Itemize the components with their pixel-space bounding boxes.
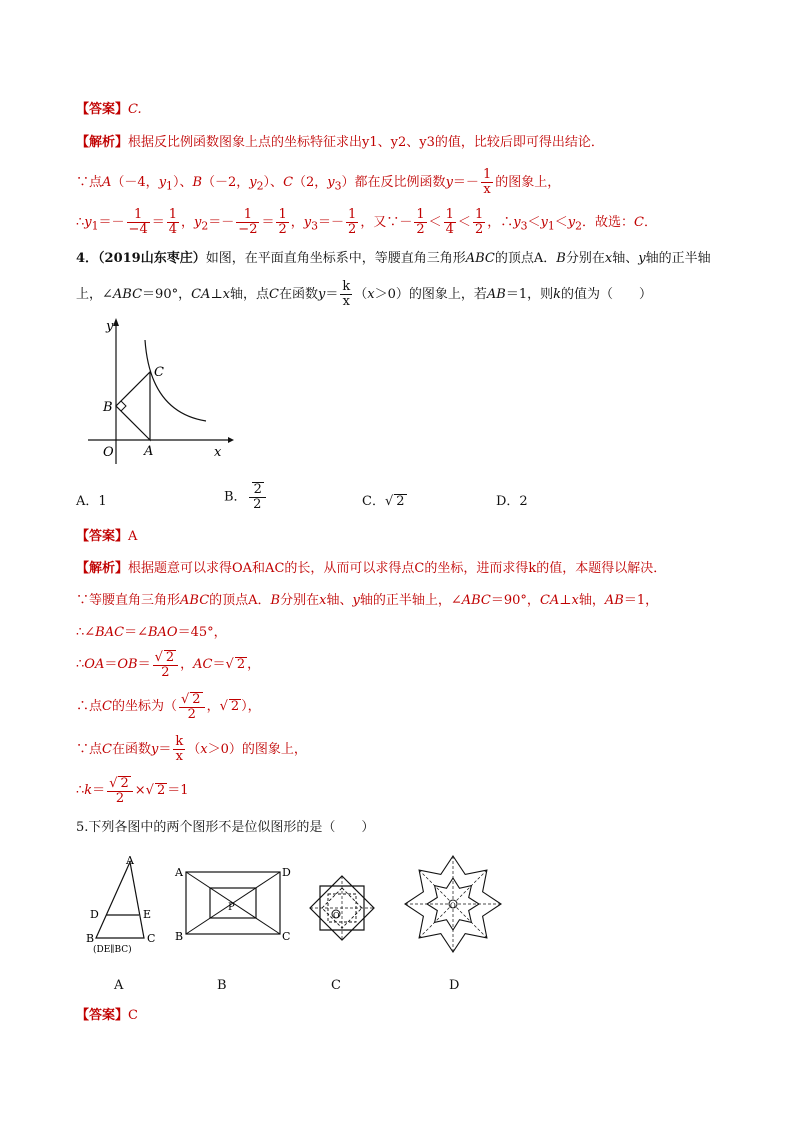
answer-value: C: [128, 1008, 138, 1023]
answer-tag: 【答案】: [76, 1008, 129, 1023]
q4-solution-line-5: ∵点C在函数y＝ $\frac{k}{x}$ （x＞0）的图象上，: [76, 734, 307, 764]
right-angle-mark: [121, 401, 126, 411]
label-a: A: [144, 444, 154, 459]
hyperbola-curve: [145, 340, 206, 421]
q4-options: [76, 482, 756, 522]
q4-coordinate-figure: [88, 316, 238, 466]
label-d: D: [90, 908, 99, 921]
q5-figure-a: [86, 854, 168, 955]
label-x: x: [214, 445, 222, 460]
q4-option-c: C．√ 2: [362, 494, 405, 509]
label-y: y: [106, 319, 114, 334]
caption-a: A: [114, 978, 124, 993]
label-b: B: [175, 930, 184, 943]
label-e: E: [143, 908, 152, 921]
caption-d: D: [449, 978, 460, 993]
answer-value: A: [128, 529, 138, 544]
analysis-text: 根据反比例函数图象上点的坐标特征求出y1、y2、y3的值，比较后即可得出结论．: [128, 135, 604, 150]
q5-figure-b: [172, 866, 298, 942]
q4-solution-line-2: ∴∠BAC＝∠BAO＝45°，: [76, 625, 227, 640]
q3-solution-line-2: $\therefore y_1=-$ $\frac{1}{-4}$ ＝ $\frac{1}{4}$ ，$y_2=-$ $\frac{1}{-2}$ ＝ $\frac{1}{2}$ ，$y_3=-$ $\frac{1}{2}$ ，又∵－ $\frac{1}{2}$ ＜ $\frac{1}{4}$ ＜ $\frac{1}{2}$ ，$\therefore y_3<y_1<y_2$．故选：C．: [76, 207, 657, 237]
q4-option-b: B． $\frac{2}{2}$: [224, 482, 268, 512]
label-b: B: [86, 932, 95, 945]
q3-analysis-line: [76, 133, 604, 153]
answer-tag: 【答案】: [76, 102, 129, 117]
q4-solution-line-3: ∴OA＝OB＝ $\frac{√ 2}{2}$ ，AC＝√ 2 ，: [76, 649, 261, 680]
q4-analysis-line: [76, 559, 666, 579]
label-c: C: [282, 930, 291, 943]
label-c: C: [147, 932, 156, 945]
label-a: A: [126, 854, 134, 867]
q4-source: （2019山东枣庄）: [98, 251, 206, 266]
caption-b: B: [217, 978, 227, 993]
q4-stem-line-2: 上，∠ABC＝90°，CA⊥x轴，点C在函数y＝ $\frac{k}{x}$ （x＞0）的图象上，若AB＝1，则k的值为（ ）: [76, 279, 653, 309]
x-axis-arrow: [228, 437, 234, 443]
label-o: O: [450, 902, 456, 910]
label-o: O: [103, 445, 114, 460]
label-b: B: [103, 400, 113, 415]
q4-number: 4．: [76, 251, 99, 266]
answer-value: C.: [128, 102, 142, 117]
q4-answer-line: [76, 527, 137, 547]
triangle-abc: [116, 372, 150, 440]
parallel-note: (DE∥BC): [93, 945, 132, 955]
q3-answer-line: [76, 100, 142, 120]
label-p: P: [228, 902, 235, 913]
q5-figure-d: [398, 852, 508, 962]
q5-answer-line: [76, 1006, 138, 1026]
label-a: A: [175, 866, 183, 879]
q5-captions: [0, 976, 794, 996]
caption-c: C: [331, 978, 341, 993]
q4-solution-line-1: ∵等腰直角三角形ABC的顶点A．B分别在x轴、y轴的正半轴上，∠ABC＝90°，CA⊥x轴，AB＝1，: [76, 593, 659, 608]
q4-solution-line-4: ∴点C的坐标为（ $\frac{√ 2}{2}$ ，√ 2 ），: [76, 691, 261, 722]
q4-stem-line-1: 4．（2019山东枣庄）如图，在平面直角坐标系中，等腰直角三角形ABC的顶点A．B分别在x轴、y轴的正半轴: [76, 251, 711, 266]
q5-stem: 5.下列各图中的两个图形不是位似图形的是（ ）: [76, 820, 375, 835]
analysis-text: 根据题意可以求得OA和AC的长，从而可以求得点C的坐标，进而求得k的值，本题得以解决．: [128, 561, 667, 576]
q3-solution-line-1: ∵点A（－4，$y_1$）、B（－2，$y_2$）、C（2，$y_3$）都在反比例函数y＝－ $\frac{1}{x}$ 的图象上，: [76, 167, 561, 197]
analysis-tag: 【解析】: [76, 135, 129, 150]
label-c: C: [154, 365, 164, 380]
y-axis-arrow: [113, 318, 119, 326]
label-d: D: [282, 866, 291, 879]
q4-option-d: D．2: [496, 494, 528, 509]
answer-tag: 【答案】: [76, 529, 129, 544]
q5-figure-c: [306, 872, 378, 944]
label-o: O: [333, 911, 340, 920]
q4-solution-line-6: ∴k＝ $\frac{√ 2}{2}$ ×√ 2 ＝1: [76, 775, 189, 806]
analysis-tag: 【解析】: [76, 561, 129, 576]
q4-option-a: A．1: [76, 494, 107, 509]
triangle-abc: [96, 862, 144, 938]
